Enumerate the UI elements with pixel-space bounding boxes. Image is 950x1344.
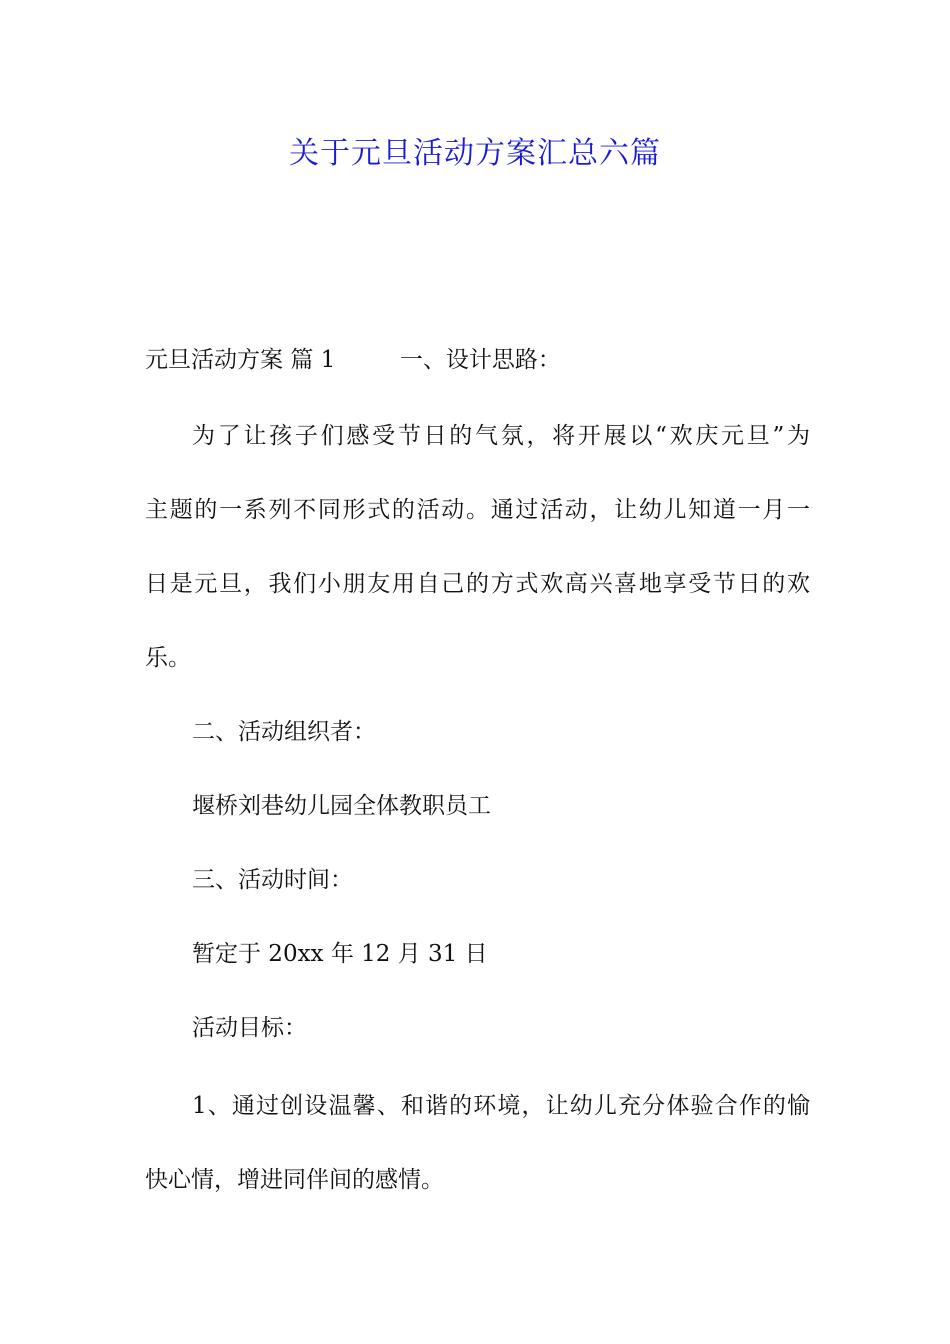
section-heading: 元旦活动方案 (145, 347, 283, 373)
time-text: 暂定于 20xx 年 12 月 31 日 (192, 941, 488, 967)
document-title: 关于元旦活动方案汇总六篇 (289, 136, 661, 171)
paragraph-line: 快心情，增进同伴间的感情。 (145, 1167, 444, 1193)
paragraph-line: 主题的一系列不同形式的活动。通过活动，让幼儿知道一月一 (145, 497, 810, 523)
organizer-text: 堰桥刘巷幼儿园全体教职员工 (192, 793, 491, 819)
section-number: 篇 1 (290, 347, 336, 373)
paragraph-line: 日是元旦，我们小朋友用自己的方式欢高兴喜地享受节日的欢 (145, 571, 810, 597)
heading-organizer: 二、活动组织者： (192, 719, 376, 745)
paragraph-line: 为了让孩子们感受节日的气氛，将开展以“欢庆元旦”为 (192, 423, 810, 449)
paragraph-line: 1、通过创设温馨、和谐的环境，让幼儿充分体验合作的愉 (192, 1093, 810, 1119)
heading-time: 三、活动时间： (192, 867, 353, 893)
section-heading-line (145, 345, 810, 375)
paragraph-heading-design: 一、设计思路： (399, 347, 561, 373)
paragraph-line: 乐。 (145, 645, 191, 671)
heading-goals: 活动目标： (192, 1015, 307, 1041)
